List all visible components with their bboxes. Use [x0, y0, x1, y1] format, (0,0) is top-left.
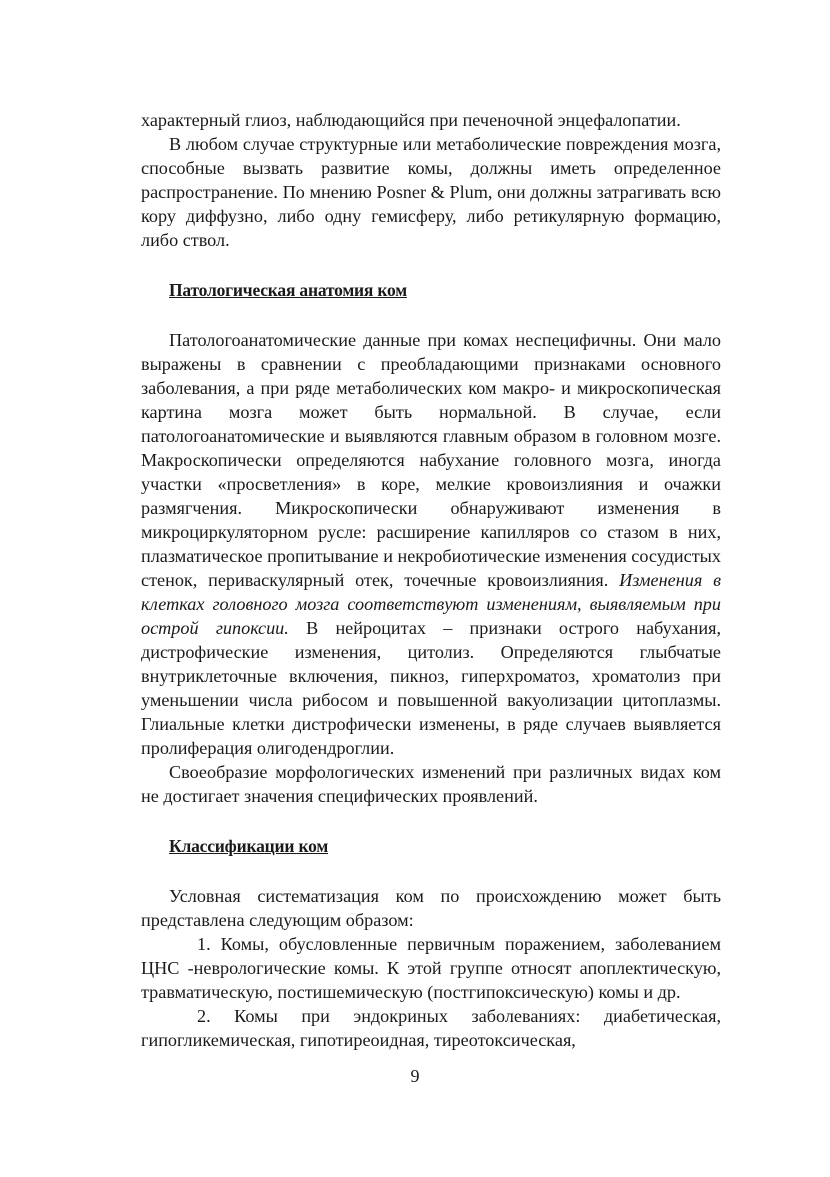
pathology-text-part2: В нейроцитах – признаки острого набухания, дистрофические изменения, цитолиз. Определяются глыбчатые внутриклеточные включения, пикноз, гиперхроматоз, хроматолиз при уменьшении числа рибосом и повышенной вакуолизации цитоплазмы. Глиальные клетки дистрофически изменены, в ряде случаев выявляется пролиферация олигодендроглии.	[141, 618, 721, 758]
document-page	[141, 108, 721, 1052]
pathology-text-part1: Патологоанатомические данные при комах неспецифичны. Они мало выражены в сравнении с преобладающими признаками основного заболевания, а при ряде метаболических ком макро- и микроскопическая картина мозга может быть нормальной. В случае, если патологоанатомические и выявляются главным образом в головном мозге. Макроскопически определяются набухание головного мозга, иногда участки «просветления» в коре, мелкие кровоизлияния и очажки размягчения. Микроскопически обнаруживают изменения в микроциркуляторном русле: расширение капилляров со стазом в них, плазматическое пропитывание и некробиотические изменения сосудистых стенок, периваскулярный отек, точечные кровоизлияния.	[141, 330, 721, 590]
paragraph-pathology	[141, 328, 721, 760]
paragraph-continuation: характерный глиоз, наблюдающийся при печеночной энцефалопатии.	[141, 110, 681, 130]
spacer	[141, 252, 721, 278]
section-heading-classification: Классификации ком	[169, 836, 329, 856]
page-number: 9	[410, 1066, 420, 1086]
list-item-endocrine: 2. Комы при эндокриных заболеваниях: диабетическая, гипогликемическая, гипотиреоидная, тиреотоксическая,	[141, 1006, 721, 1050]
spacer	[141, 858, 721, 884]
paragraph-coma-damage: В любом случае структурные или метаболические повреждения мозга, способные вызвать развитие комы, должны иметь определенное распространение. По мнению Posner & Plum, они должны затрагивать всю кору диффузно, либо одну гемисферу, либо ретикулярную формацию, либо ствол.	[141, 134, 721, 250]
spacer	[141, 302, 721, 328]
paragraph-morphology: Своеобразие морфологических изменений при различных видах ком не достигает значения специфических проявлений.	[141, 762, 721, 806]
paragraph-classification-intro: Условная систематизация ком по происхождению может быть представлена следующим образом:	[141, 886, 721, 930]
list-item-neurological: 1. Комы, обусловленные первичным поражением, заболеванием ЦНС -неврологические комы. К этой группе относят апоплектическую, травматическую, постишемическую (постгипоксическую) комы и др.	[141, 934, 721, 1002]
pathology-italic-text: Изменения в клетках головного мозга соответствуют изменениям, выявляемым при острой гипоксии.	[141, 570, 721, 638]
section-heading-pathology: Патологическая анатомия ком	[169, 280, 407, 300]
spacer	[141, 808, 721, 834]
